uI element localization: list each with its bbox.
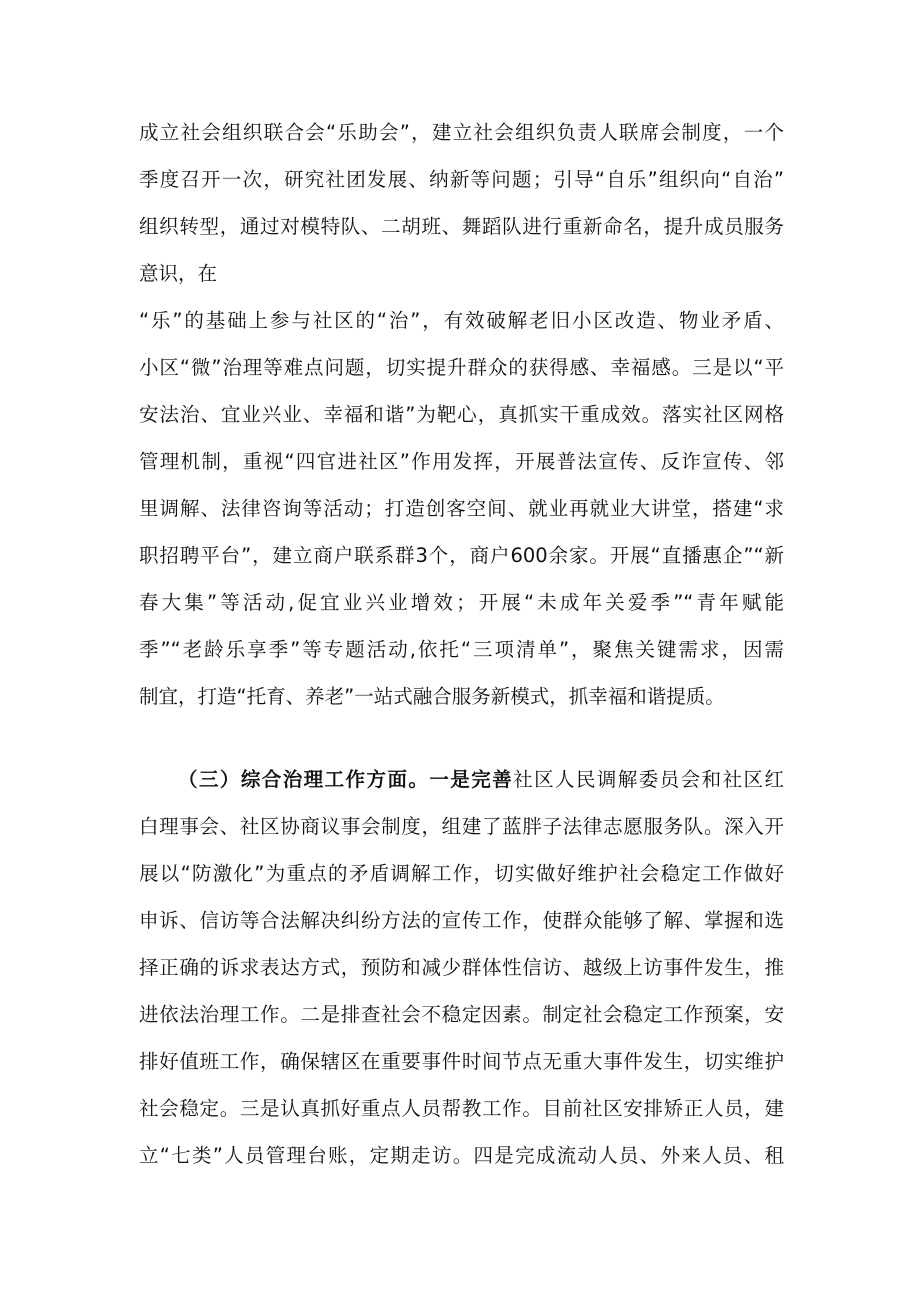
- text-line: 排好值班工作，确保辖区在重要事件时间节点无重大事件发生，切实维护: [139, 1050, 784, 1073]
- text-line: 季度召开一次，研究社团发展、纳新等问题；引导“自乐”组织向“自治”: [139, 168, 784, 191]
- text-line: 白理事会、社区协商议事会制度，组建了蓝胖子法律志愿服务队。深入开: [139, 815, 784, 838]
- text-line: 职招聘平台”，建立商户联系群3个，商户600余家。开展“直播惠企”“新: [139, 544, 784, 567]
- text-line: “乐”的基础上参与社区的“治”，有效破解老旧小区改造、物业矛盾、: [139, 309, 784, 332]
- text-line: 季”“老龄乐享季”等专题活动,依托“三项清单”，聚焦关键需求，因需: [139, 638, 784, 661]
- section-heading-line: [178, 760, 784, 800]
- text-line: 意识，在: [139, 262, 218, 285]
- text-line: 进依法治理工作。二是排查社会不稳定因素。制定社会稳定工作预案，安: [139, 1003, 784, 1026]
- text-line: 里调解、法律咨询等活动；打造创客空间、就业再就业大讲堂，搭建“求: [139, 497, 784, 520]
- text-line: 择正确的诉求表达方式，预防和减少群体性信访、越级上访事件发生，推: [139, 956, 784, 979]
- text-line: 安法治、宜业兴业、幸福和谐”为靶心，真抓实干重成效。落实社区网格: [139, 403, 784, 426]
- text-line: 春大集”等活动,促宜业兴业增效；开展“未成年关爱季”“青年赋能: [139, 591, 784, 614]
- section-lead: 一是完善: [429, 768, 514, 791]
- text-line: 管理机制，重视“四官进社区”作用发挥，开展普法宣传、反诈宣传、邻: [139, 450, 784, 473]
- text-line: 小区“微”治理等难点问题，切实提升群众的获得感、幸福感。三是以“平: [139, 356, 784, 379]
- text-line: 社会稳定。三是认真抓好重点人员帮教工作。目前社区安排矫正人员，建: [139, 1097, 784, 1120]
- text-line: 成立社会组织联合会“乐助会”，建立社会组织负责人联席会制度，一个: [139, 121, 784, 144]
- text-line: 展以“防激化”为重点的矛盾调解工作，切实做好维护社会稳定工作做好: [139, 862, 784, 885]
- text-line: 组织转型，通过对模特队、二胡班、舞蹈队进行重新命名，提升成员服务: [139, 215, 784, 238]
- section-heading: （三）综合治理工作方面。: [178, 768, 430, 791]
- text-line: 立“七类”人员管理台账，定期走访。四是完成流动人员、外来人员、租: [139, 1144, 784, 1167]
- text-line: 申诉、信访等合法解决纠纷方法的宣传工作，使群众能够了解、掌握和选: [139, 909, 784, 932]
- text-line: 制宜，打造“托育、养老”一站式融合服务新模式，抓幸福和谐提质。: [139, 685, 725, 708]
- section-first-line-text: 社区人民调解委员会和社区红: [513, 768, 784, 791]
